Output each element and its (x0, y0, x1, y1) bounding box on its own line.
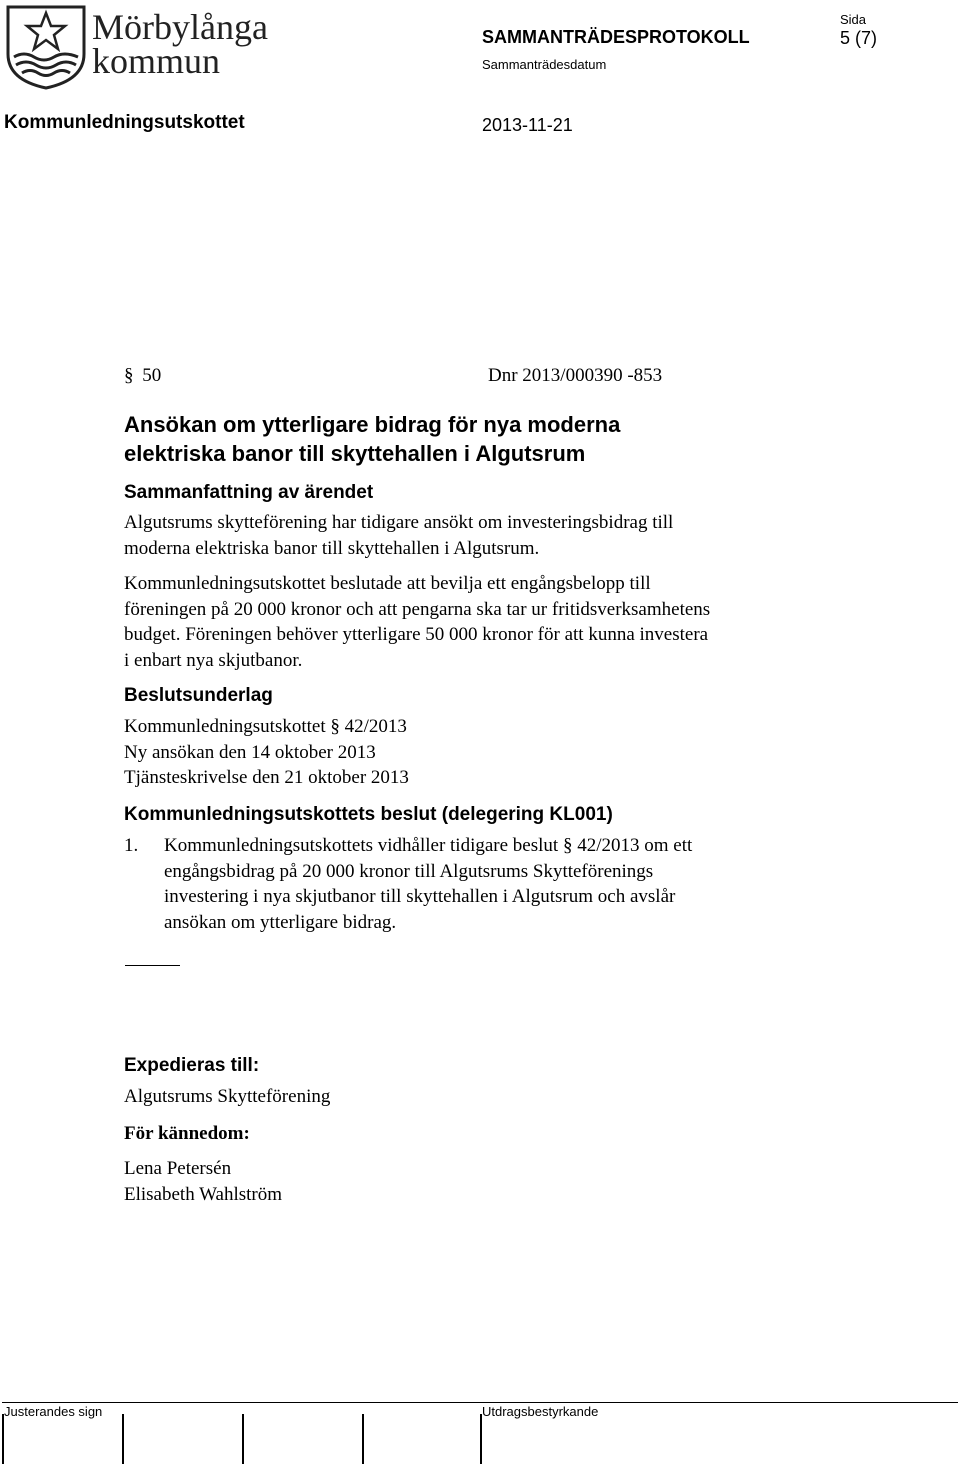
info-recipients (124, 1156, 282, 1207)
info-heading: För kännedom: (124, 1123, 250, 1144)
protocol-title: SAMMANTRÄDESPROTOKOLL (482, 27, 750, 47)
signature-box-divider (242, 1414, 244, 1464)
text-line: budget. Föreningen behöver ytterligare 50 000 kronor för att kunna investera (124, 624, 709, 645)
section-number (124, 363, 161, 389)
decision-item-text (164, 833, 692, 935)
case-title-line: elektriska banor till skyttehallen i Algutsrum (124, 441, 586, 466)
basis-item: Tjänsteskrivelse den 21 oktober 2013 (124, 767, 409, 788)
text-line: engångsbidrag på 20 000 kronor till Algutsrums Skytteförenings (164, 860, 654, 882)
text-line: moderna elektriska banor till skyttehallen i Algutsrum. (124, 537, 540, 559)
decision-item-number: 1. (124, 835, 139, 856)
summary-heading: Sammanfattning av ärendet (124, 482, 374, 503)
signature-box-divider (2, 1414, 4, 1464)
info-recipient: Elisabeth Wahlström (124, 1183, 283, 1205)
municipality-logo (4, 4, 88, 90)
footer-rule (2, 1402, 958, 1403)
logo-name-line1: Mörbylånga (92, 7, 268, 47)
page-number: 5 (7) (840, 28, 878, 48)
certification-label: Utdragsbestyrkande (482, 1404, 599, 1419)
text-line: Kommunledningsutskottet beslutade att bevilja ett engångsbelopp till (124, 573, 651, 594)
section-number-value: 50 (142, 365, 162, 386)
dispatch-recipient: Algutsrums Skytteförening (124, 1086, 331, 1107)
text-line: Kommunledningsutskottets vidhåller tidigare beslut § 42/2013 om ett (164, 835, 693, 856)
decision-heading: Kommunledningsutskottets beslut (delegering KL001) (124, 804, 613, 825)
text-line: föreningen på 20 000 kronor och att pengarna ska tar ur fritidsverksamhetens (124, 598, 711, 620)
case-dnr: Dnr 2013/000390 -853 (488, 365, 663, 386)
text-line: investering i nya skjutbanor till skyttehallen i Algutsrum och avslår (164, 886, 676, 907)
meeting-date-label: Sammanträdesdatum (482, 57, 607, 72)
signature-box-divider (362, 1414, 364, 1464)
section-symbol: § (562, 835, 573, 856)
text-line: Algutsrums skytteförening har tidigare ansökt om investeringsbidrag till (124, 512, 674, 533)
case-title (124, 410, 620, 468)
basis-item: Ny ansökan den 14 oktober 2013 (124, 741, 376, 763)
signature-box-divider (480, 1414, 482, 1464)
basis-item: Kommunledningsutskottet § 42/2013 (124, 716, 407, 737)
separator-line (125, 965, 180, 966)
summary-paragraph-2 (124, 571, 710, 673)
basis-list (124, 714, 409, 791)
meeting-date: 2013-11-21 (482, 115, 573, 135)
summary-paragraph-1 (124, 510, 673, 561)
committee-name: Kommunledningsutskottet (4, 112, 245, 133)
text-line: i enbart nya skjutbanor. (124, 649, 303, 671)
signature-label: Justerandes sign (4, 1404, 103, 1419)
logo-name-line2: kommun (92, 41, 221, 81)
coat-of-arms-icon (4, 4, 88, 90)
basis-heading: Beslutsunderlag (124, 685, 273, 706)
page-label: Sida (840, 12, 867, 27)
signature-box-divider (122, 1414, 124, 1464)
info-recipient: Lena Petersén (124, 1158, 232, 1179)
case-title-line: Ansökan om ytterligare bidrag för nya moderna (124, 412, 621, 437)
section-symbol: § (124, 365, 134, 386)
section-symbol: § (330, 716, 340, 737)
text-line: ansökan om ytterligare bidrag. (164, 911, 397, 933)
dispatch-heading: Expedieras till: (124, 1055, 260, 1076)
